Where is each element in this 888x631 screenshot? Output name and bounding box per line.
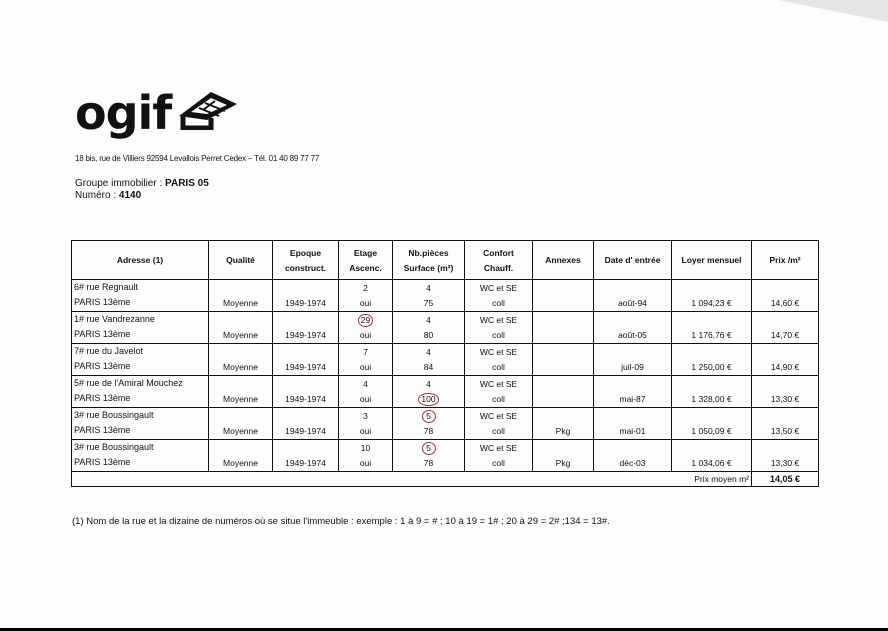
cell-epoque: 1949-1974	[273, 344, 339, 376]
cell-prix: 14,70 €	[752, 312, 819, 344]
cell-pieces: 4 84	[393, 344, 465, 376]
cell-adresse: 7# rue du Javelot PARIS 13ème	[72, 344, 209, 376]
table-row	[72, 408, 819, 440]
header-pieces: Nb.pièces Surface (m²)	[393, 241, 465, 280]
header-epoque: Epoque construct.	[273, 241, 339, 280]
cell-date: déc-03	[594, 440, 672, 472]
group-info	[75, 178, 209, 202]
circled-value: 5	[422, 410, 436, 423]
header-confort: Confort Chauff.	[465, 241, 533, 280]
cell-prix: 14,60 €	[752, 280, 819, 312]
cell-loyer: 1 176,76 €	[672, 312, 752, 344]
cell-adresse: 3# rue Boussingault PARIS 13ème	[72, 440, 209, 472]
logo-text: ogif	[75, 86, 172, 140]
cell-date: mai-01	[594, 408, 672, 440]
cell-confort: WC et SE coll	[465, 376, 533, 408]
company-logo	[75, 86, 239, 140]
circled-value: 29	[358, 314, 373, 327]
cell-epoque: 1949-1974	[273, 408, 339, 440]
cell-loyer: 1 094,23 €	[672, 280, 752, 312]
header-loyer: Loyer mensuel	[672, 241, 752, 280]
cell-annexes	[533, 344, 594, 376]
cell-qualite: Moyenne	[209, 376, 273, 408]
cell-confort: WC et SE coll	[465, 344, 533, 376]
average-label: Prix moyen m²	[72, 472, 752, 487]
cell-annexes	[533, 376, 594, 408]
average-row	[72, 472, 819, 487]
cell-annexes: Pkg	[533, 408, 594, 440]
table-row	[72, 344, 819, 376]
footnote: (1) Nom de la rue et la dizaine de numéros où se situe l'immeuble : exemple : 1 à 9 = # ; 10 à 19 = 1# ; 20 à 29 = 2# ;134 = 13#.	[72, 516, 610, 527]
cell-pieces: 4 100	[393, 376, 465, 408]
cell-prix: 13,30 €	[752, 376, 819, 408]
cell-etage: 29 oui	[339, 312, 393, 344]
cell-pieces: 4 75	[393, 280, 465, 312]
header-etage: Etage Ascenc.	[339, 241, 393, 280]
cell-epoque: 1949-1974	[273, 312, 339, 344]
table-row	[72, 376, 819, 408]
cell-annexes	[533, 312, 594, 344]
cell-date: août-94	[594, 280, 672, 312]
number-label: Numéro :	[75, 190, 117, 201]
cell-pieces: 5 78	[393, 408, 465, 440]
cell-annexes	[533, 280, 594, 312]
cell-qualite: Moyenne	[209, 312, 273, 344]
cell-prix: 14,90 €	[752, 344, 819, 376]
header-date: Date d' entrée	[594, 241, 672, 280]
cell-epoque: 1949-1974	[273, 280, 339, 312]
cell-etage: 2 oui	[339, 280, 393, 312]
cell-date: juil-09	[594, 344, 672, 376]
cell-epoque: 1949-1974	[273, 440, 339, 472]
cell-qualite: Moyenne	[209, 344, 273, 376]
table-row	[72, 440, 819, 472]
group-value: PARIS 05	[165, 178, 209, 189]
average-value: 14,05 €	[752, 472, 819, 487]
table-row	[72, 280, 819, 312]
circled-value: 100	[418, 393, 438, 406]
cell-pieces: 5 78	[393, 440, 465, 472]
rental-table	[71, 240, 819, 487]
cell-loyer: 1 034,06 €	[672, 440, 752, 472]
number-value: 4140	[118, 190, 142, 201]
cell-epoque: 1949-1974	[273, 376, 339, 408]
house-icon	[177, 90, 239, 130]
cell-etage: 7 oui	[339, 344, 393, 376]
cell-loyer: 1 050,09 €	[672, 408, 752, 440]
company-address: 18 bis, rue de Villiers 92594 Levallois Perret Cedex – Tél. 01 40 89 77 77	[75, 154, 320, 163]
table-header-row	[72, 241, 819, 280]
cell-annexes: Pkg	[533, 440, 594, 472]
cell-etage: 10 oui	[339, 440, 393, 472]
cell-adresse: 3# rue Boussingault PARIS 13ème	[72, 408, 209, 440]
cell-etage: 3 oui	[339, 408, 393, 440]
cell-qualite: Moyenne	[209, 408, 273, 440]
cell-pieces: 4 80	[393, 312, 465, 344]
cell-confort: WC et SE coll	[465, 280, 533, 312]
table-row	[72, 312, 819, 344]
cell-date: août-05	[594, 312, 672, 344]
cell-etage: 4 oui	[339, 376, 393, 408]
cell-adresse: 5# rue de l'Amiral Mouchez PARIS 13ème	[72, 376, 209, 408]
page-fold	[778, 0, 888, 22]
cell-adresse: 1# rue Vandrezanne PARIS 13ème	[72, 312, 209, 344]
group-label: Groupe immobilier :	[75, 178, 163, 189]
cell-confort: WC et SE coll	[465, 408, 533, 440]
cell-loyer: 1 250,00 €	[672, 344, 752, 376]
cell-date: mai-87	[594, 376, 672, 408]
cell-confort: WC et SE coll	[465, 440, 533, 472]
cell-qualite: Moyenne	[209, 280, 273, 312]
header-prix: Prix /m²	[752, 241, 819, 280]
cell-prix: 13,30 €	[752, 440, 819, 472]
header-adresse: Adresse (1)	[72, 241, 209, 280]
cell-confort: WC et SE coll	[465, 312, 533, 344]
header-qualite: Qualité	[209, 241, 273, 280]
cell-loyer: 1 328,00 €	[672, 376, 752, 408]
circled-value: 5	[422, 442, 436, 455]
cell-adresse: 6# rue Regnault PARIS 13ème	[72, 280, 209, 312]
cell-qualite: Moyenne	[209, 440, 273, 472]
cell-prix: 13,50 €	[752, 408, 819, 440]
header-annexes: Annexes	[533, 241, 594, 280]
